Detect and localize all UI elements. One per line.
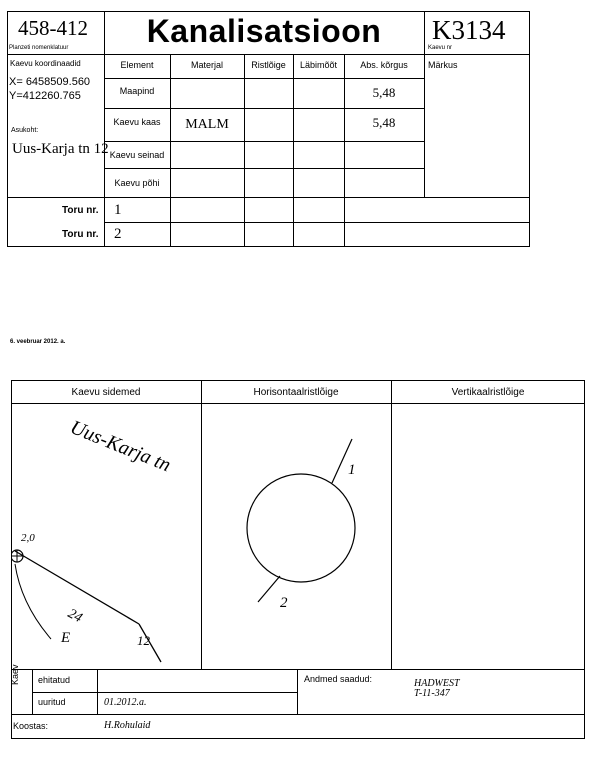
pipe-number: 2	[114, 226, 122, 242]
location-label: Asukoht:	[11, 127, 39, 134]
row-element: Kaevu seinad	[109, 150, 165, 160]
coord-x: X= 6458509.560	[9, 76, 91, 88]
data-from-label: Andmed saadud:	[304, 674, 373, 684]
footer-line	[11, 714, 585, 715]
pipe-label: Toru nr.	[62, 229, 99, 240]
row-element: Kaevu põhi	[114, 178, 160, 188]
dim-mark: E	[61, 630, 71, 646]
row-abs-height: 5,48	[372, 115, 396, 130]
date-label: 6. veebruar 2012. a.	[10, 339, 66, 345]
section-horizontal-title: Horisontaalristlõige	[253, 387, 339, 398]
table-row-line	[104, 78, 424, 79]
table-row-line	[104, 168, 424, 169]
col-header-abs-height: Abs. kõrgus	[360, 60, 408, 70]
well-number-label: Kaevu nr	[428, 45, 453, 51]
coords-label: Kaevu koordinaadid	[10, 59, 81, 68]
col-header-cross-section: Ristlõige	[251, 60, 286, 70]
page-title: Kanalisatsioon	[146, 13, 382, 49]
horizontal-section	[202, 404, 391, 669]
table-row-line	[7, 197, 530, 198]
col-header-notes: Märkus	[428, 60, 458, 70]
dim-b: 12	[137, 633, 150, 648]
table-row-line	[104, 108, 424, 109]
table-col-line	[293, 54, 294, 247]
street-label: Uus-Karja tn	[67, 416, 174, 477]
data-from-company: HADWEST	[414, 678, 460, 689]
footer-col-line	[297, 669, 298, 714]
data-from-code: T-11-347	[414, 688, 450, 699]
footer-mid-line	[32, 692, 297, 693]
pipe-2-label: 2	[280, 595, 288, 611]
dim-a: 24	[65, 606, 85, 627]
location-value: Uus-Karja tn 12	[12, 141, 109, 157]
compiled-value: H.Rohulaid	[104, 720, 151, 731]
col-header-element: Element	[120, 60, 154, 70]
section-vertical-title: Vertikaalristlõige	[451, 387, 525, 398]
coord-y: Y=412260.765	[9, 90, 81, 102]
table-col-line	[244, 54, 245, 247]
surveyed-label: uuritud	[38, 697, 66, 707]
table-col-line	[344, 54, 345, 247]
section-ties-title: Kaevu sidemed	[71, 387, 141, 398]
table-col-line	[170, 54, 171, 247]
ties-sketch	[11, 404, 201, 669]
table-row-line	[104, 222, 530, 223]
col-header-material: Materjal	[190, 60, 223, 70]
kaev-label: Kaev	[10, 664, 20, 685]
built-label: ehitatud	[38, 675, 71, 685]
header-divider	[7, 54, 530, 55]
row-element: Kaevu kaas	[113, 117, 161, 127]
pipe-2-line	[258, 576, 280, 602]
nomenclature-value: 458-412	[18, 16, 88, 40]
row-abs-height: 5,48	[372, 85, 396, 100]
pipe-1-label: 1	[348, 462, 356, 478]
surveyed-value: 01.2012.a.	[104, 697, 147, 708]
pipe-number: 1	[114, 202, 122, 218]
col-header-diameter: Läbimõõt	[299, 60, 338, 70]
well-outline	[247, 474, 355, 582]
row-element: Maapind	[119, 86, 155, 96]
compiled-label: Koostas:	[13, 721, 49, 731]
header-divider-right	[424, 11, 425, 197]
sketch-col-line	[391, 380, 392, 669]
pipe-label: Toru nr.	[62, 205, 99, 216]
table-row-line	[104, 141, 424, 142]
row-material: MALM	[185, 117, 229, 132]
well-number-value: K3134	[432, 15, 506, 45]
dim-corner: 2,0	[21, 532, 35, 544]
nomenclature-label: Planzeti nomenklatuur	[9, 45, 69, 51]
